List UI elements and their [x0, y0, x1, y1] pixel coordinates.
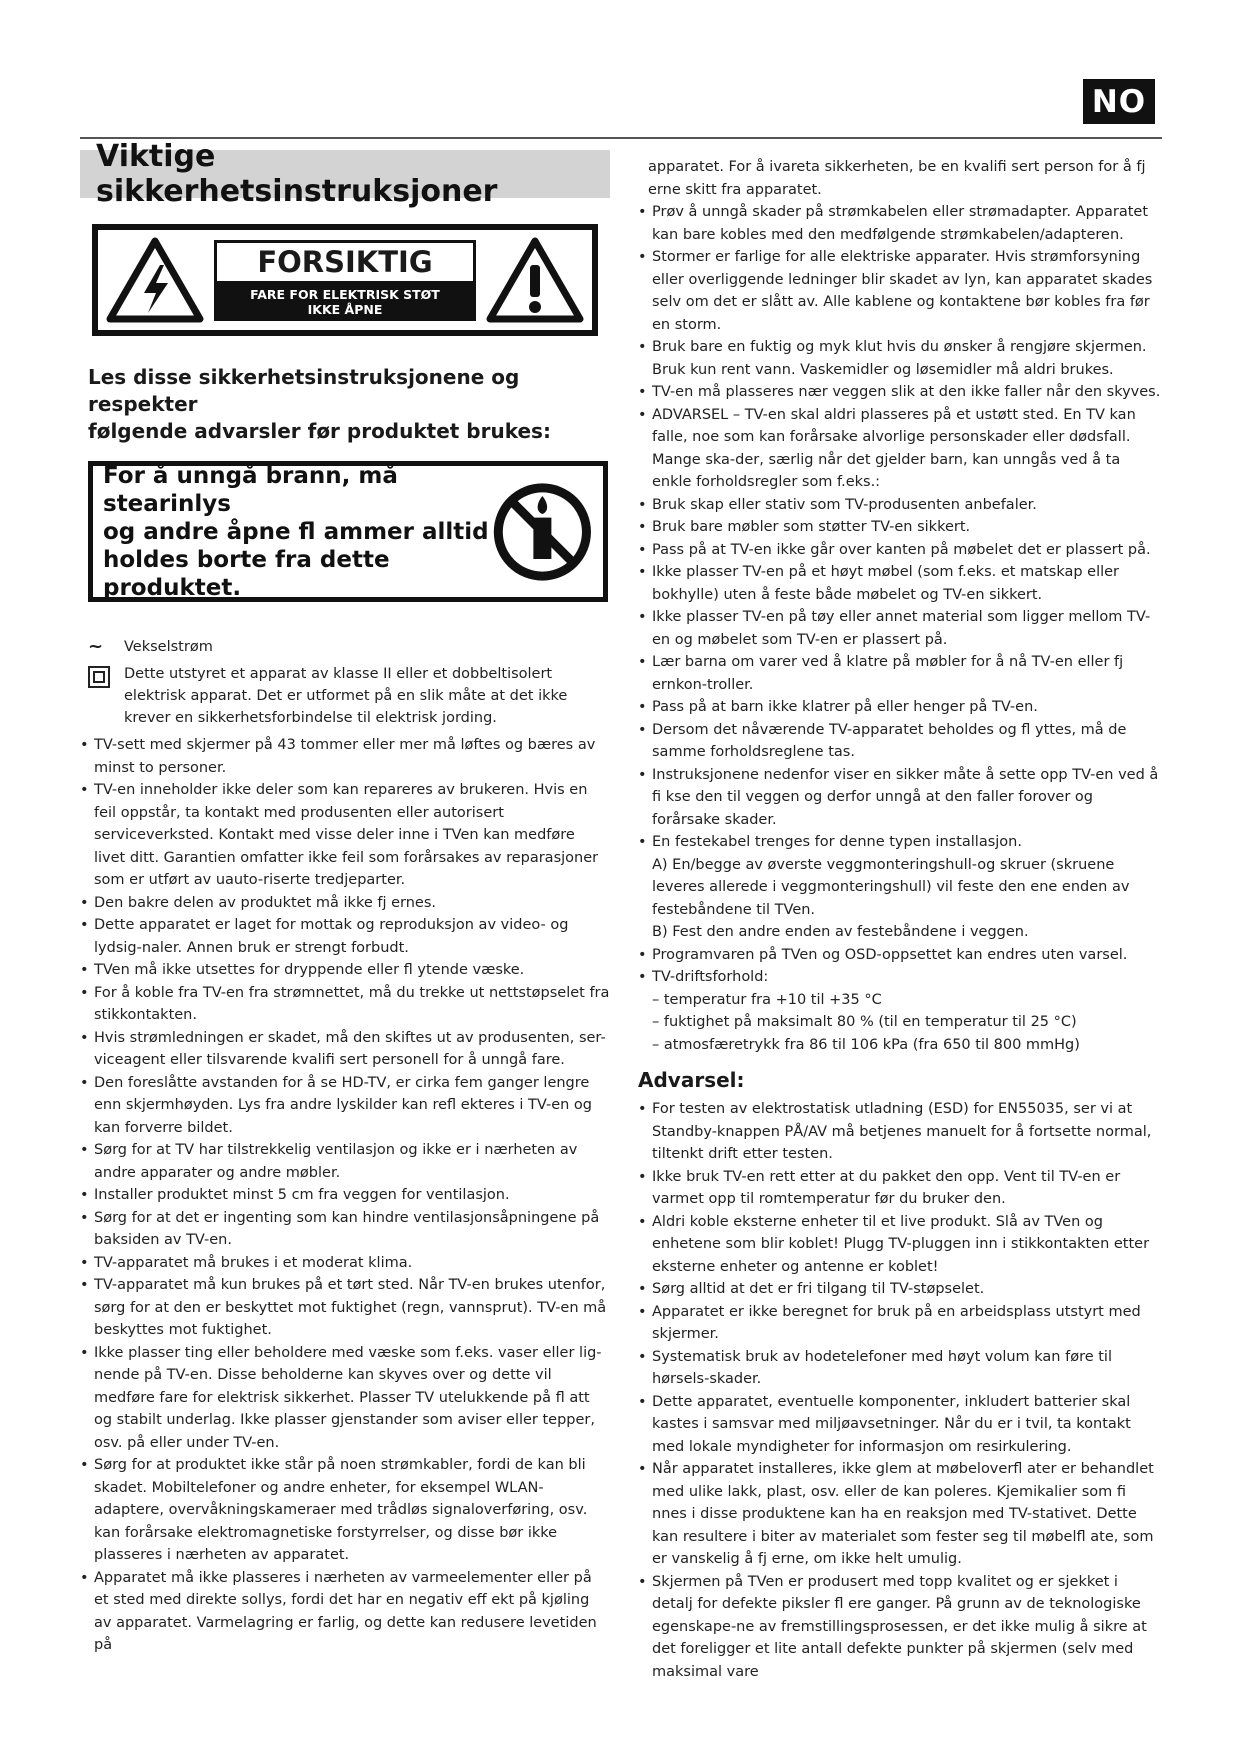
condition-item: – fuktighet på maksimalt 80 % (til en temperatur til 25 °C) [652, 1014, 1077, 1030]
list-item: • Ikke plasser TV-en på tøy eller annet material som ligger mellom TV-en og møbelet som TV-en er plassert på. [638, 606, 1162, 651]
fire-warning-line: For å unngå brann, må stearinlys [103, 462, 398, 517]
list-item: • Når apparatet installeres, ikke glem at møbeloverfl ater er behandlet med ulike lakk, plast, osv. eller de kan poleres. Kjemikalier som fi nnes i disse produktene kan ha en reaksjon med TV-stativet. Dette kan resultere i biter av materialet som fester seg til møbelfl ate, som er vanskelig å fj erne, om ikke helt umulig. [638, 1458, 1162, 1571]
condition-item: – atmosfæretrykk fra 86 til 106 kPa (fra 650 til 800 mmHg) [652, 1036, 1080, 1053]
list-item: • Systematisk bruk av hodetelefoner med høyt volum kan føre til hørsels-skader. [638, 1346, 1162, 1391]
fire-warning-text [103, 462, 492, 602]
list-item: • Dersom det nåværende TV-apparatet beholdes og fl yttes, må de samme forholdsreglene tas. [638, 719, 1162, 764]
list-item-sub-b: B) Fest den andre enden av festebåndene i veggen. [652, 924, 1029, 940]
list-item: • Sørg alltid at det er fri tilgang til TV-støpselet. [638, 1278, 1162, 1301]
list-item: • Bruk bare møbler som støtter TV-en sikkert. [638, 516, 1162, 539]
list-item: • Programvaren på TVen og OSD-oppsettet kan endres uten varsel. [638, 944, 1162, 967]
caution-text-block [214, 240, 476, 321]
list-item: • Den bakre delen av produktet må ikke fj ernes. [80, 892, 610, 915]
list-item: • ADVARSEL – TV-en skal aldri plasseres på et ustøtt sted. En TV kan falle, noe som kan forårsake alvorlige personskader eller dødsfall. Mange ska-der, særlig når det gjelder barn, kan unngås ved å ta enkle forholdsregler som f.eks.: [638, 404, 1162, 494]
list-item-sub-a: A) En/begge av øverste veggmonteringshull-og skruer (skruene leveres allerede i veggmonteringshull) vil feste den ene enden av festebåndene til TVen. [652, 856, 1130, 918]
fire-warning-line: holdes borte fra dette produktet. [103, 546, 390, 601]
electric-shock-warning-icon [106, 237, 204, 323]
condition-item: – temperatur fra +10 til +35 °C [652, 991, 882, 1008]
read-instructions-heading [88, 364, 610, 445]
list-item: • Skjermen på TVen er produsert med topp kvalitet og er sjekket i detalj for defekte piksler fl ere ganger. På grunn av de teknologiske egenskape-ne av fremstillingsprosessen, er det ikke mulig å sikre at det foreligger et lite antall defekte punkter på skjermen (selv med maksimal vare [638, 1571, 1162, 1684]
caution-label [92, 224, 598, 336]
list-item: • Sørg for at produktet ikke står på noen strømkabler, fordi de kan bli skadet. Mobiltelefoner og andre enheter, for eksempel WLAN-adaptere, overvåkningskameraer med trådløs signaloverføring, osv. kan forårsake elektromagnetiske forstyrrelser, og disse bør ikke plasseres i nærheten av apparatet. [80, 1454, 610, 1567]
no-candle-icon [492, 476, 593, 588]
language-badge: NO [1083, 79, 1155, 124]
caution-title: FORSIKTIG [214, 240, 476, 284]
list-item: • Pass på at TV-en ikke går over kanten på møbelet det er plassert på. [638, 539, 1162, 562]
heading-line: Les disse sikkerhetsinstruksjonene og respekter [88, 365, 520, 416]
list-item: • Ikke plasser TV-en på et høyt møbel (som f.eks. et matskap eller bokhylle) uten å feste både møbelet og TV-en sikkert. [638, 561, 1162, 606]
caution-subtitle-line: IKKE ÅPNE [307, 301, 383, 317]
list-item: • Apparatet er ikke beregnet for bruk på en arbeidsplass utstyrt med skjermer. [638, 1301, 1162, 1346]
list-item: • TV-en må plasseres nær veggen slik at den ikke faller når den skyves. [638, 381, 1162, 404]
list-item: • Sørg for at TV har tilstrekkelig ventilasjon og ikke er i nærheten av andre apparater og andre møbler. [80, 1139, 610, 1184]
list-item: • Dette apparatet, eventuelle komponenter, inkludert batterier skal kastes i samsvar med miljøavsetninger. Når du er i tvil, ta kontakt med lokale myndigheter for informasjon om resirkulering. [638, 1391, 1162, 1459]
list-item: • Dette apparatet er laget for mottak og reproduksjon av video- og lydsig-naler. Annen bruk er strengt forbudt. [80, 914, 610, 959]
symbol-legend [88, 636, 610, 729]
class-ii-double-insulation-icon [88, 663, 124, 729]
list-item: • Bruk skap eller stativ som TV-produsenten anbefaler. [638, 494, 1162, 517]
fire-warning-box [88, 461, 608, 602]
safety-list [638, 201, 1162, 1056]
caution-subtitle-line: FARE FOR ELEKTRISK STØT [250, 286, 440, 302]
safety-list [80, 734, 610, 1657]
list-item: • Aldri koble eksterne enheter til et live produkt. Slå av TVen og enhetene som blir koblet! Plugg TV-pluggen inn i stikkontakten etter eksterne enheter og antenne er koblet! [638, 1211, 1162, 1279]
symbol-row [88, 663, 610, 729]
exclamation-warning-icon [486, 237, 584, 323]
conditions-label: • TV-driftsforhold: [652, 969, 769, 985]
continued-text: apparatet. For å ivareta sikkerheten, be en kvalifi sert person for å fj erne skitt fra apparatet. [648, 159, 1146, 198]
list-item: • Installer produktet minst 5 cm fra veggen for ventilasjon. [80, 1184, 610, 1207]
list-item: • TV-apparatet må brukes i et moderat klima. [80, 1252, 610, 1275]
list-item: • Ikke bruk TV-en rett etter at du pakket den opp. Vent til TV-en er varmet opp til romtemperatur før du bruker den. [638, 1166, 1162, 1211]
symbol-row [88, 636, 610, 658]
caution-subtitle [214, 284, 476, 321]
fire-warning-line: og andre åpne fl ammer alltid [103, 518, 489, 545]
heading-line: følgende advarsler før produktet brukes: [88, 419, 551, 443]
list-item-text: • En festekabel trenges for denne typen installasjon. [652, 834, 1022, 850]
list-item: • Lær barna om varer ved å klatre på møbler for å nå TV-en eller fj ernkon-troller. [638, 651, 1162, 696]
list-item: • Hvis strømledningen er skadet, må den skiftes ut av produsenten, ser-viceagent eller tilsvarende kvalifi sert personell for å unngå fare. [80, 1027, 610, 1072]
list-item: • For å koble fra TV-en fra strømnettet, må du trekke ut nettstøpselet fra stikkontakten. [80, 982, 610, 1027]
right-column [638, 156, 1162, 1683]
list-item: • Ikke plasser ting eller beholdere med væske som f.eks. vaser eller lig-nende på TV-en. Disse beholderne kan skyves over og dette vil medføre fare for elektrisk sikkerhet. Plasser TV utelukkende på fl att og stabilt underlag. Ikke plasser gjenstander som aviser eller tepper, osv. på eller under TV-en. [80, 1342, 610, 1455]
list-item: • Stormer er farlige for alle elektriske apparater. Hvis strømforsyning eller overliggende ledninger blir skadet av lyn, kan apparatet skades selv om det er slått av. Alle kablene og kontaktene bør kobles fra før en storm. [638, 246, 1162, 336]
list-item [638, 966, 1162, 1056]
list-item: • Sørg for at det er ingenting som kan hindre ventilasjonsåpningene på baksiden av TV-en. [80, 1207, 610, 1252]
left-column [80, 139, 610, 1657]
list-item: • TVen må ikke utsettes for dryppende eller fl ytende væske. [80, 959, 610, 982]
list-item: • For testen av elektrostatisk utladning (ESD) for EN55035, ser vi at Standby-knappen PÅ/AV må betjenes manuelt for å fortsette normal, tiltenkt drift etter testen. [638, 1098, 1162, 1166]
alternating-current-icon: ~ [88, 636, 104, 657]
list-item: • TV-apparatet må kun brukes på et tørt sted. Når TV-en brukes utenfor, sørg for at den er beskyttet mot fuktighet (regn, vannsprut). TV-en må beskyttes mot fuktighet. [80, 1274, 610, 1342]
symbol-description: Dette utstyret et apparat av klasse II eller et dobbeltisolert elektrisk apparat. Det er utformet på en slik måte at det ikke krever en sikkerhetsforbindelse til elektrisk jording. [124, 666, 568, 726]
list-item: • Den foreslåtte avstanden for å se HD-TV, er cirka fem ganger lengre enn skjermhøyden. Lys fra andre lyskilder kan refl ekteres i TV-en og kan forverre bildet. [80, 1072, 610, 1140]
list-item [638, 831, 1162, 944]
list-item: • Prøv å unngå skader på strømkabelen eller strømadapter. Apparatet kan bare kobles med den medfølgende strømkabelen/adapteren. [638, 201, 1162, 246]
symbol-description: Vekselstrøm [124, 639, 213, 655]
list-item: • TV-sett med skjermer på 43 tommer eller mer må løftes og bæres av minst to personer. [80, 734, 610, 779]
list-item: • TV-en inneholder ikke deler som kan repareres av brukeren. Hvis en feil oppstår, ta kontakt med produsenten eller autorisert serviceverksted. Kontakt med visse deler inne i TVen kan medføre livet ditt. Garantien omfatter ikke feil som forårsakes av reparasjoner som er utført av uauto-riserte tredjeparter. [80, 779, 610, 892]
list-item: • Instruksjonene nedenfor viser en sikker måte å sette opp TV-en ved å fi kse den til veggen og derfor unngå at den faller forover og forårsake skader. [638, 764, 1162, 832]
list-item: • Apparatet må ikke plasseres i nærheten av varmeelementer eller på et sted med direkte sollys, fordi det har en negativ eff ekt på kjøling av apparatet. Varmelagring er farlig, og dette kan redusere levetiden på [80, 1567, 610, 1657]
list-item: • Pass på at barn ikke klatrer på eller henger på TV-en. [638, 696, 1162, 719]
page-title: Viktige sikkerhetsinstruksjoner [80, 150, 610, 198]
list-item: • Bruk bare en fuktig og myk klut hvis du ønsker å rengjøre skjermen. Bruk kun rent vann. Vaskemidler og løsemidler må aldri brukes. [638, 336, 1162, 381]
warning-list [638, 1098, 1162, 1683]
warning-heading: Advarsel: [638, 1068, 745, 1092]
